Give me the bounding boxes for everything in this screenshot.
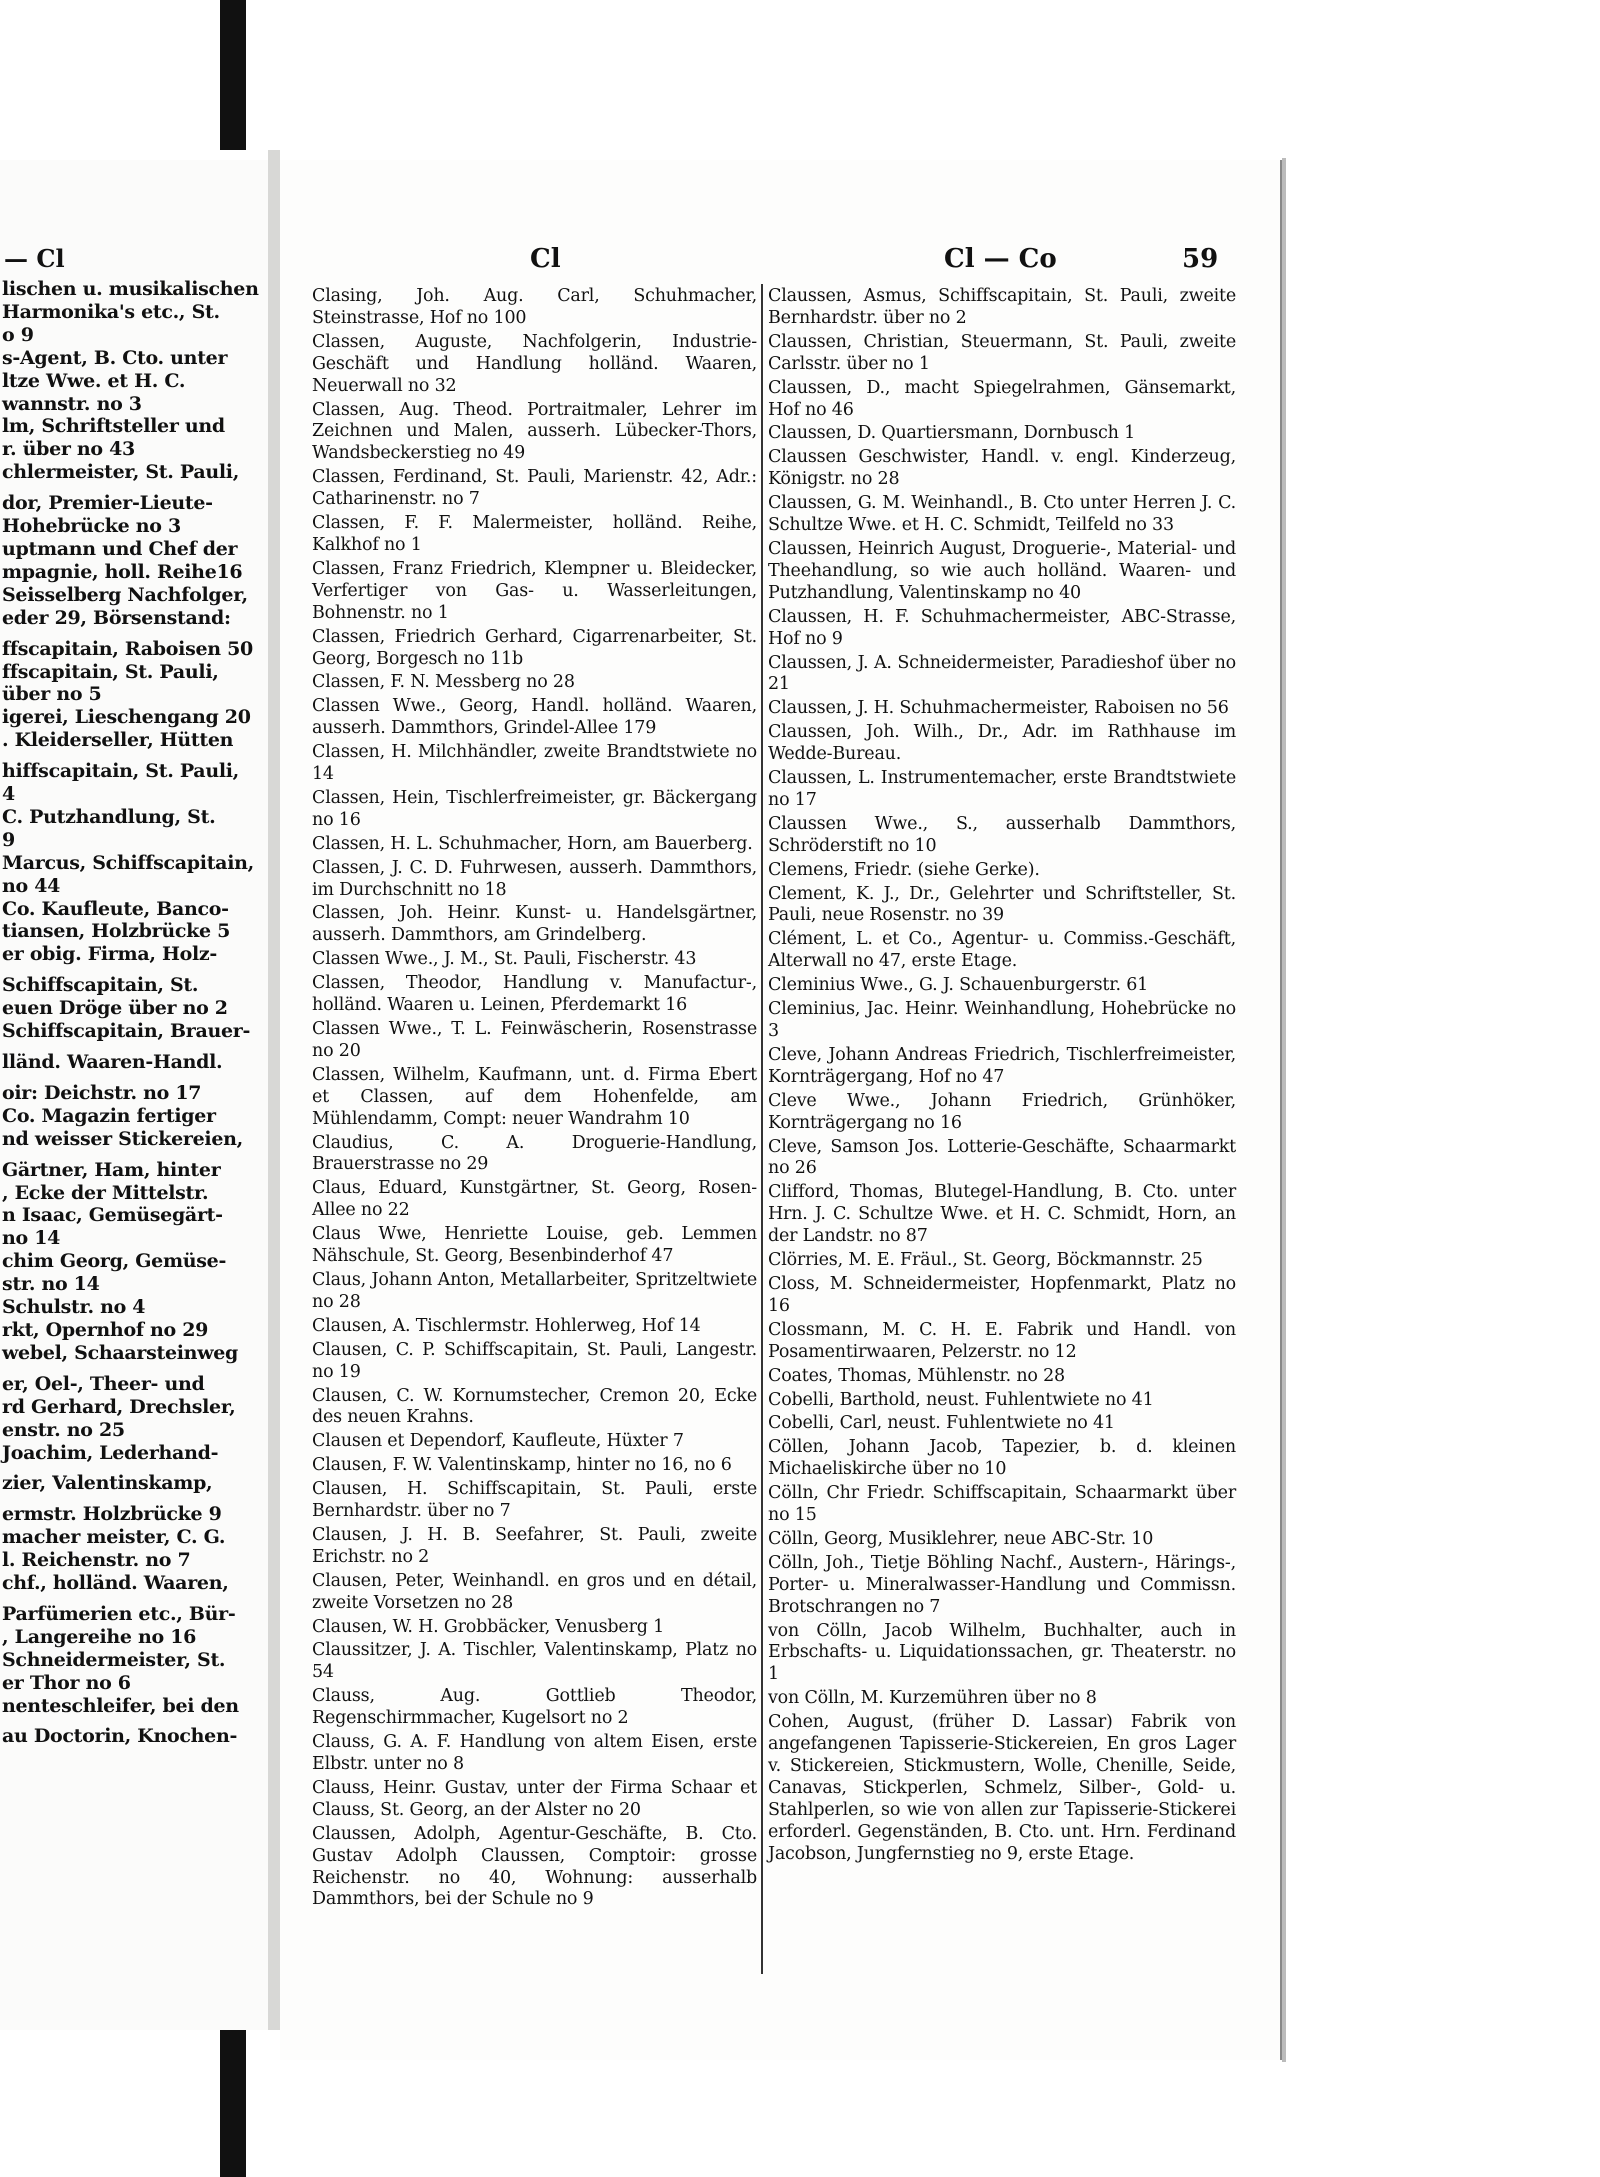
binding-ribbon-bottom [220, 2030, 246, 2177]
left-page-line: wannstr. no 3 [2, 392, 142, 415]
directory-entry: Cohen, August, (früher D. Lassar) Fabrik von angefangenen Tapisserie-Stickereien, En gros Lager v. Stickereien, Stickmustern, Wolle, Chenille, Seide, Canavas, Stickperlen, Schmelz, Silber-, Gold- u. Stahlperlen, so wie von allen zur Tapisserie-Stickerei erforderl. Gegenständen, B. Cto. unt. Hrn. Ferdinand Jacobson, Jungfernstieg no 9, erste Etage. [768, 1712, 1236, 1864]
left-page-line: ermstr. Holzbrücke 9 [2, 1503, 222, 1526]
directory-entry: Claussitzer, J. A. Tischler, Valentinskamp, Platz no 54 [312, 1640, 757, 1683]
left-page-line: 4 [2, 783, 15, 806]
left-page-line: Gärtner, Ham, hinter [2, 1158, 221, 1181]
left-page-line: au Doctorin, Knochen- [2, 1725, 238, 1748]
directory-entry: Cölln, Georg, Musiklehrer, neue ABC-Str. 10 [768, 1528, 1154, 1549]
left-page-line: er obig. Firma, Holz- [2, 943, 217, 966]
left-page [0, 160, 270, 2030]
left-page-line: Harmonika's etc., St. [2, 300, 220, 323]
left-page-line: str. no 14 [2, 1273, 100, 1296]
directory-entry: Clauss, Heinr. Gustav, unter der Firma Schaar et Clauss, St. Georg, an der Alster no 20 [312, 1777, 757, 1820]
directory-entry: Claussen, Adolph, Agentur-Geschäfte, B. Cto. Gustav Adolph Claussen, Comptoir: grosse Reichenstr. no 40, Wohnung: ausserhalb Dammthors, bei der Schule no 9 [312, 1823, 757, 1910]
line-gap [2, 1595, 264, 1603]
left-page-line: Joachim, Lederhand- [2, 1441, 219, 1464]
left-page-line: tiansen, Holzbrücke 5 [2, 920, 231, 943]
left-page-line: . Kleiderseller, Hütten [2, 729, 234, 752]
directory-entry: Classen, H. L. Schuhmacher, Horn, am Bauerberg. [312, 833, 753, 854]
left-page-line: o 9 [2, 323, 34, 346]
directory-entry: Clausen, C. W. Kornumstecher, Cremon 20, Ecke des neuen Krahns. [312, 1385, 757, 1428]
directory-entry: Clausen, W. H. Grobbäcker, Venusberg 1 [312, 1616, 665, 1637]
directory-entry: Classen Wwe., J. M., St. Pauli, Fischerstr. 43 [312, 949, 697, 970]
line-gap [2, 966, 264, 974]
directory-entry: Coates, Thomas, Mühlenstr. no 28 [768, 1365, 1065, 1386]
directory-entry: Clausen, A. Tischlermstr. Hohlerweg, Hof 14 [312, 1315, 701, 1336]
left-page-line: ffscapitain, St. Pauli, [2, 660, 219, 683]
directory-entry: Claussen Geschwister, Handl. v. engl. Kinderzeug, Königstr. no 28 [768, 447, 1236, 490]
right-page [280, 160, 1282, 2060]
directory-entry: Clément, L. et Co., Agentur- u. Commiss.-Geschäft, Alterwall no 47, erste Etage. [768, 929, 1236, 972]
left-page-line: uptmann und Chef der [2, 537, 238, 560]
directory-entry: Classen, F. F. Malermeister, holländ. Reihe, Kalkhof no 1 [312, 513, 757, 555]
directory-entry: Cleve, Samson Jos. Lotterie-Geschäfte, Schaarmarkt no 26 [768, 1136, 1236, 1179]
left-page-line: Co. Magazin fertiger [2, 1104, 216, 1127]
left-page-line: nenteschleifer, bei den [2, 1694, 239, 1717]
book-spine [268, 150, 280, 2030]
left-page-line: er Thor no 6 [2, 1671, 131, 1694]
directory-entry: Cölln, Joh., Tietje Böhling Nachf., Austern-, Härings-, Porter- u. Mineralwasser-Handlung und Commissn. Brotschrangen no 7 [768, 1552, 1236, 1617]
right-page-header-left: Cl [530, 244, 561, 274]
left-page-line: hiffscapitain, St. Pauli, [2, 760, 239, 783]
left-page-line: lischen u. musikalischen [2, 278, 259, 300]
directory-entry: Closs, M. Schneidermeister, Hopfenmarkt, Platz no 16 [768, 1273, 1236, 1316]
left-page-line: chlermeister, St. Pauli, [2, 461, 240, 484]
left-page-line: Schneidermeister, St. [2, 1648, 226, 1671]
left-page-line: igerei, Lieschengang 20 [2, 706, 251, 729]
directory-entry: Clausen, J. H. B. Seefahrer, St. Pauli, zweite Erichstr. no 2 [312, 1524, 757, 1567]
directory-entry: Claussen, D., macht Spiegelrahmen, Gänsemarkt, Hof no 46 [768, 377, 1236, 420]
directory-entry: Classen, Friedrich Gerhard, Cigarrenarbeiter, St. Georg, Borgesch no 11b [312, 626, 757, 669]
directory-entry: Claussen, J. H. Schuhmachermeister, Raboisen no 56 [768, 698, 1229, 719]
left-page-line: Hohebrücke no 3 [2, 515, 181, 538]
left-page-line: ltze Wwe. et H. C. [2, 369, 186, 392]
left-page-line: Marcus, Schiffscapitain, [2, 851, 254, 874]
left-page-line: rd Gerhard, Drechsler, [2, 1395, 236, 1418]
left-page-line: , Langereihe no 16 [2, 1625, 197, 1648]
directory-entry: Clauss, Aug. Gottlieb Theodor, Regenschirmmacher, Kugelsort no 2 [312, 1686, 757, 1729]
directory-entry: Claussen, J. A. Schneidermeister, Paradieshof über no 21 [768, 652, 1236, 695]
directory-entry: Classen, Hein, Tischlerfreimeister, gr. Bäckergang no 16 [312, 787, 757, 830]
directory-entry: Claussen, Asmus, Schiffscapitain, St. Pauli, zweite Bernhardstr. über no 2 [768, 286, 1236, 328]
left-page-line: Schulstr. no 4 [2, 1296, 146, 1319]
directory-entry: Claussen Wwe., S., ausserhalb Dammthors, Schröderstift no 10 [768, 813, 1236, 856]
directory-column-left [312, 286, 757, 1913]
directory-entry: Classen, Wilhelm, Kaufmann, unt. d. Firma Ebert et Classen, auf dem Hohenfelde, am Mühlendamm, Compt: neuer Wandrahm 10 [312, 1064, 757, 1129]
left-page-line: , Ecke der Mittelstr. [2, 1181, 209, 1204]
directory-entry: Claudius, C. A. Droguerie-Handlung, Brauerstrasse no 29 [312, 1132, 757, 1175]
left-page-line: C. Putzhandlung, St. [2, 805, 216, 828]
directory-entry: Classen, H. Milchhändler, zweite Brandtstwiete no 14 [312, 742, 757, 785]
left-page-line: macher meister, C. G. [2, 1526, 226, 1549]
directory-entry: Clauss, G. A. F. Handlung von altem Eisen, erste Elbstr. unter no 8 [312, 1732, 757, 1774]
line-gap [2, 1464, 264, 1472]
directory-entry: Classen Wwe., Georg, Handl. holländ. Waaren, ausserh. Dammthors, Grindel-Allee 179 [312, 696, 757, 739]
directory-entry: Clasing, Joh. Aug. Carl, Schuhmacher, Steinstrasse, Hof no 100 [312, 286, 757, 328]
left-page-line: mpagnie, holl. Reihe16 [2, 560, 243, 583]
directory-entry: Claussen, Christian, Steuermann, St. Pauli, zweite Carlsstr. über no 1 [768, 331, 1236, 374]
directory-entry: Clossmann, M. C. H. E. Fabrik und Handl. von Posamentirwaaren, Pelzerstr. no 12 [768, 1319, 1236, 1362]
directory-entry: Cöllen, Johann Jacob, Tapezier, b. d. kleinen Michaeliskirche über no 10 [768, 1437, 1236, 1480]
directory-entry: Classen, F. N. Messberg no 28 [312, 672, 575, 693]
directory-entry: Cobelli, Barthold, neust. Fuhlentwiete no 41 [768, 1389, 1154, 1410]
line-gap [2, 1495, 264, 1503]
directory-entry: Claussen, D. Quartiersmann, Dornbusch 1 [768, 423, 1136, 444]
left-page-line: ffscapitain, Raboisen 50 [2, 637, 253, 660]
left-page-line: enstr. no 25 [2, 1418, 125, 1441]
directory-entry: Classen, J. C. D. Fuhrwesen, ausserh. Dammthors, im Durchschnitt no 18 [312, 857, 757, 900]
directory-entry: Clausen, H. Schiffscapitain, St. Pauli, erste Bernhardstr. über no 7 [312, 1479, 757, 1522]
directory-entry: Claussen, L. Instrumentemacher, erste Brandtstwiete no 17 [768, 768, 1236, 810]
line-gap [2, 484, 264, 492]
directory-entry: Classen, Theodor, Handlung v. Manufactur-, holländ. Waaren u. Leinen, Pferdemarkt 16 [312, 973, 757, 1016]
directory-entry: Claussen, Joh. Wilh., Dr., Adr. im Rathhause im Wedde-Bureau. [768, 722, 1236, 765]
directory-entry: Clausen et Dependorf, Kaufleute, Hüxter 7 [312, 1431, 684, 1452]
directory-entry: Claus, Eduard, Kunstgärtner, St. Georg, Rosen-Allee no 22 [312, 1178, 757, 1221]
left-page-line: Parfümerien etc., Bür- [2, 1602, 236, 1625]
left-page-line: Co. Kaufleute, Banco- [2, 897, 229, 920]
left-page-line: webel, Schaarsteinweg [2, 1341, 239, 1364]
line-gap [2, 1151, 264, 1159]
line-gap [2, 1717, 264, 1725]
directory-column-right [768, 286, 1236, 1868]
left-page-line: Schiffscapitain, St. [2, 974, 199, 997]
left-page-line: er, Oel-, Theer- und [2, 1372, 205, 1395]
left-page-line: oir: Deichstr. no 17 [2, 1081, 202, 1104]
page-number: 59 [1182, 244, 1219, 274]
left-page-line: euen Dröge über no 2 [2, 997, 228, 1020]
directory-entry: von Cölln, M. Kurzemühren über no 8 [768, 1688, 1097, 1709]
directory-entry: Claussen, H. F. Schuhmachermeister, ABC-Strasse, Hof no 9 [768, 606, 1236, 649]
directory-entry: Classen, Joh. Heinr. Kunst- u. Handelsgärtner, ausserh. Dammthors, am Grindelberg. [312, 903, 757, 946]
directory-entry: Cleminius Wwe., G. J. Schauenburgerstr. 61 [768, 975, 1149, 996]
left-page-line: rkt, Opernhof no 29 [2, 1318, 209, 1341]
left-page-line: no 14 [2, 1227, 61, 1250]
directory-entry: Cleminius, Jac. Heinr. Weinhandlung, Hohebrücke no 3 [768, 999, 1236, 1041]
left-page-text [2, 278, 264, 1748]
directory-entry: Clifford, Thomas, Blutegel-Handlung, B. Cto. unter Hrn. J. C. Schultze Wwe. et H. C. Schmidt, Horn, an der Landstr. no 87 [768, 1182, 1236, 1247]
directory-entry: Clausen, F. W. Valentinskamp, hinter no 16, no 6 [312, 1455, 732, 1476]
directory-entry: Clausen, C. P. Schiffscapitain, St. Pauli, Langestr. no 19 [312, 1339, 757, 1382]
directory-entry: Classen, Auguste, Nachfolgerin, Industrie-Geschäft und Handlung holländ. Waaren, Neuerwall no 32 [312, 331, 757, 396]
left-page-line: s-Agent, B. Cto. unter [2, 346, 228, 369]
left-page-line: 9 [2, 828, 15, 851]
directory-entry: Claussen, Heinrich August, Droguerie-, Material- und Theehandlung, so wie auch holländ. Waaren- und Putzhandlung, Valentinskamp no 40 [768, 538, 1236, 603]
directory-entry: Classen, Franz Friedrich, Klempner u. Bleidecker, Verfertiger von Gas- u. Wasserleitungen, Bohnenstr. no 1 [312, 558, 757, 623]
left-page-line: chim Georg, Gemüse- [2, 1250, 227, 1273]
directory-entry: Clausen, Peter, Weinhandl. en gros und en détail, zweite Vorsetzen no 28 [312, 1570, 757, 1613]
directory-entry: Claussen, G. M. Weinhandl., B. Cto unter Herren J. C. Schultze Wwe. et H. C. Schmidt, Teilfeld no 33 [768, 493, 1236, 536]
page-edge [1282, 158, 1286, 2062]
directory-entry: Cleve, Johann Andreas Friedrich, Tischlerfreimeister, Kornträgergang, Hof no 47 [768, 1044, 1236, 1087]
directory-entry: Clemens, Friedr. (siehe Gerke). [768, 859, 1040, 880]
directory-entry: Cölln, Chr Friedr. Schiffscapitain, Schaarmarkt über no 15 [768, 1483, 1236, 1526]
left-page-line: no 44 [2, 874, 61, 897]
left-page-line: l. Reichenstr. no 7 [2, 1549, 191, 1572]
left-page-line: n Isaac, Gemüsegärt- [2, 1204, 223, 1227]
left-page-line: eder 29, Börsenstand: [2, 606, 231, 629]
left-page-header: — Cl [4, 244, 65, 273]
left-page-line: zier, Valentinskamp, [2, 1472, 213, 1495]
line-gap [2, 1074, 264, 1082]
left-page-line: nd weisser Stickereien, [2, 1127, 243, 1150]
line-gap [2, 1043, 264, 1051]
directory-entry: Classen Wwe., T. L. Feinwäscherin, Rosenstrasse no 20 [312, 1019, 757, 1061]
column-divider [761, 284, 763, 1974]
left-page-line: dor, Premier-Lieute- [2, 492, 213, 515]
directory-entry: Clörries, M. E. Fräul., St. Georg, Böckmannstr. 25 [768, 1250, 1203, 1271]
left-page-line: r. über no 43 [2, 438, 135, 461]
directory-entry: Classen, Aug. Theod. Portraitmaler, Lehrer im Zeichnen und Malen, ausserh. Lübecker-Thors, Wandsbeckerstieg no 49 [312, 399, 757, 464]
line-gap [2, 630, 264, 638]
directory-entry: Claus, Johann Anton, Metallarbeiter, Spritzeltwiete no 28 [312, 1269, 757, 1312]
directory-entry: Classen, Ferdinand, St. Pauli, Marienstr. 42, Adr.: Catharinenstr. no 7 [312, 467, 757, 510]
directory-entry: Clement, K. J., Dr., Gelehrter und Schriftsteller, St. Pauli, neue Rosenstr. no 39 [768, 883, 1236, 926]
right-page-header-right: Cl — Co [944, 244, 1057, 274]
directory-entry: Cleve Wwe., Johann Friedrich, Grünhöker, Kornträgergang no 16 [768, 1090, 1236, 1133]
directory-entry: Cobelli, Carl, neust. Fuhlentwiete no 41 [768, 1413, 1115, 1434]
line-gap [2, 1365, 264, 1373]
left-page-line: lländ. Waaren-Handl. [2, 1051, 223, 1073]
left-page-line: über no 5 [2, 683, 102, 706]
line-gap [2, 752, 264, 760]
directory-entry: von Cölln, Jacob Wilhelm, Buchhalter, auch in Erbschafts- u. Liquidationssachen, gr. Theaterstr. no 1 [768, 1620, 1236, 1685]
directory-entry: Claus Wwe, Henriette Louise, geb. Lemmen Nähschule, St. Georg, Besenbinderhof 47 [312, 1224, 757, 1267]
binding-ribbon-top [220, 0, 246, 150]
left-page-line: Seisselberg Nachfolger, [2, 583, 248, 606]
left-page-line: chf., holländ. Waaren, [2, 1572, 229, 1595]
left-page-line: lm, Schriftsteller und [2, 415, 225, 438]
left-page-line: Schiffscapitain, Brauer- [2, 1020, 251, 1043]
